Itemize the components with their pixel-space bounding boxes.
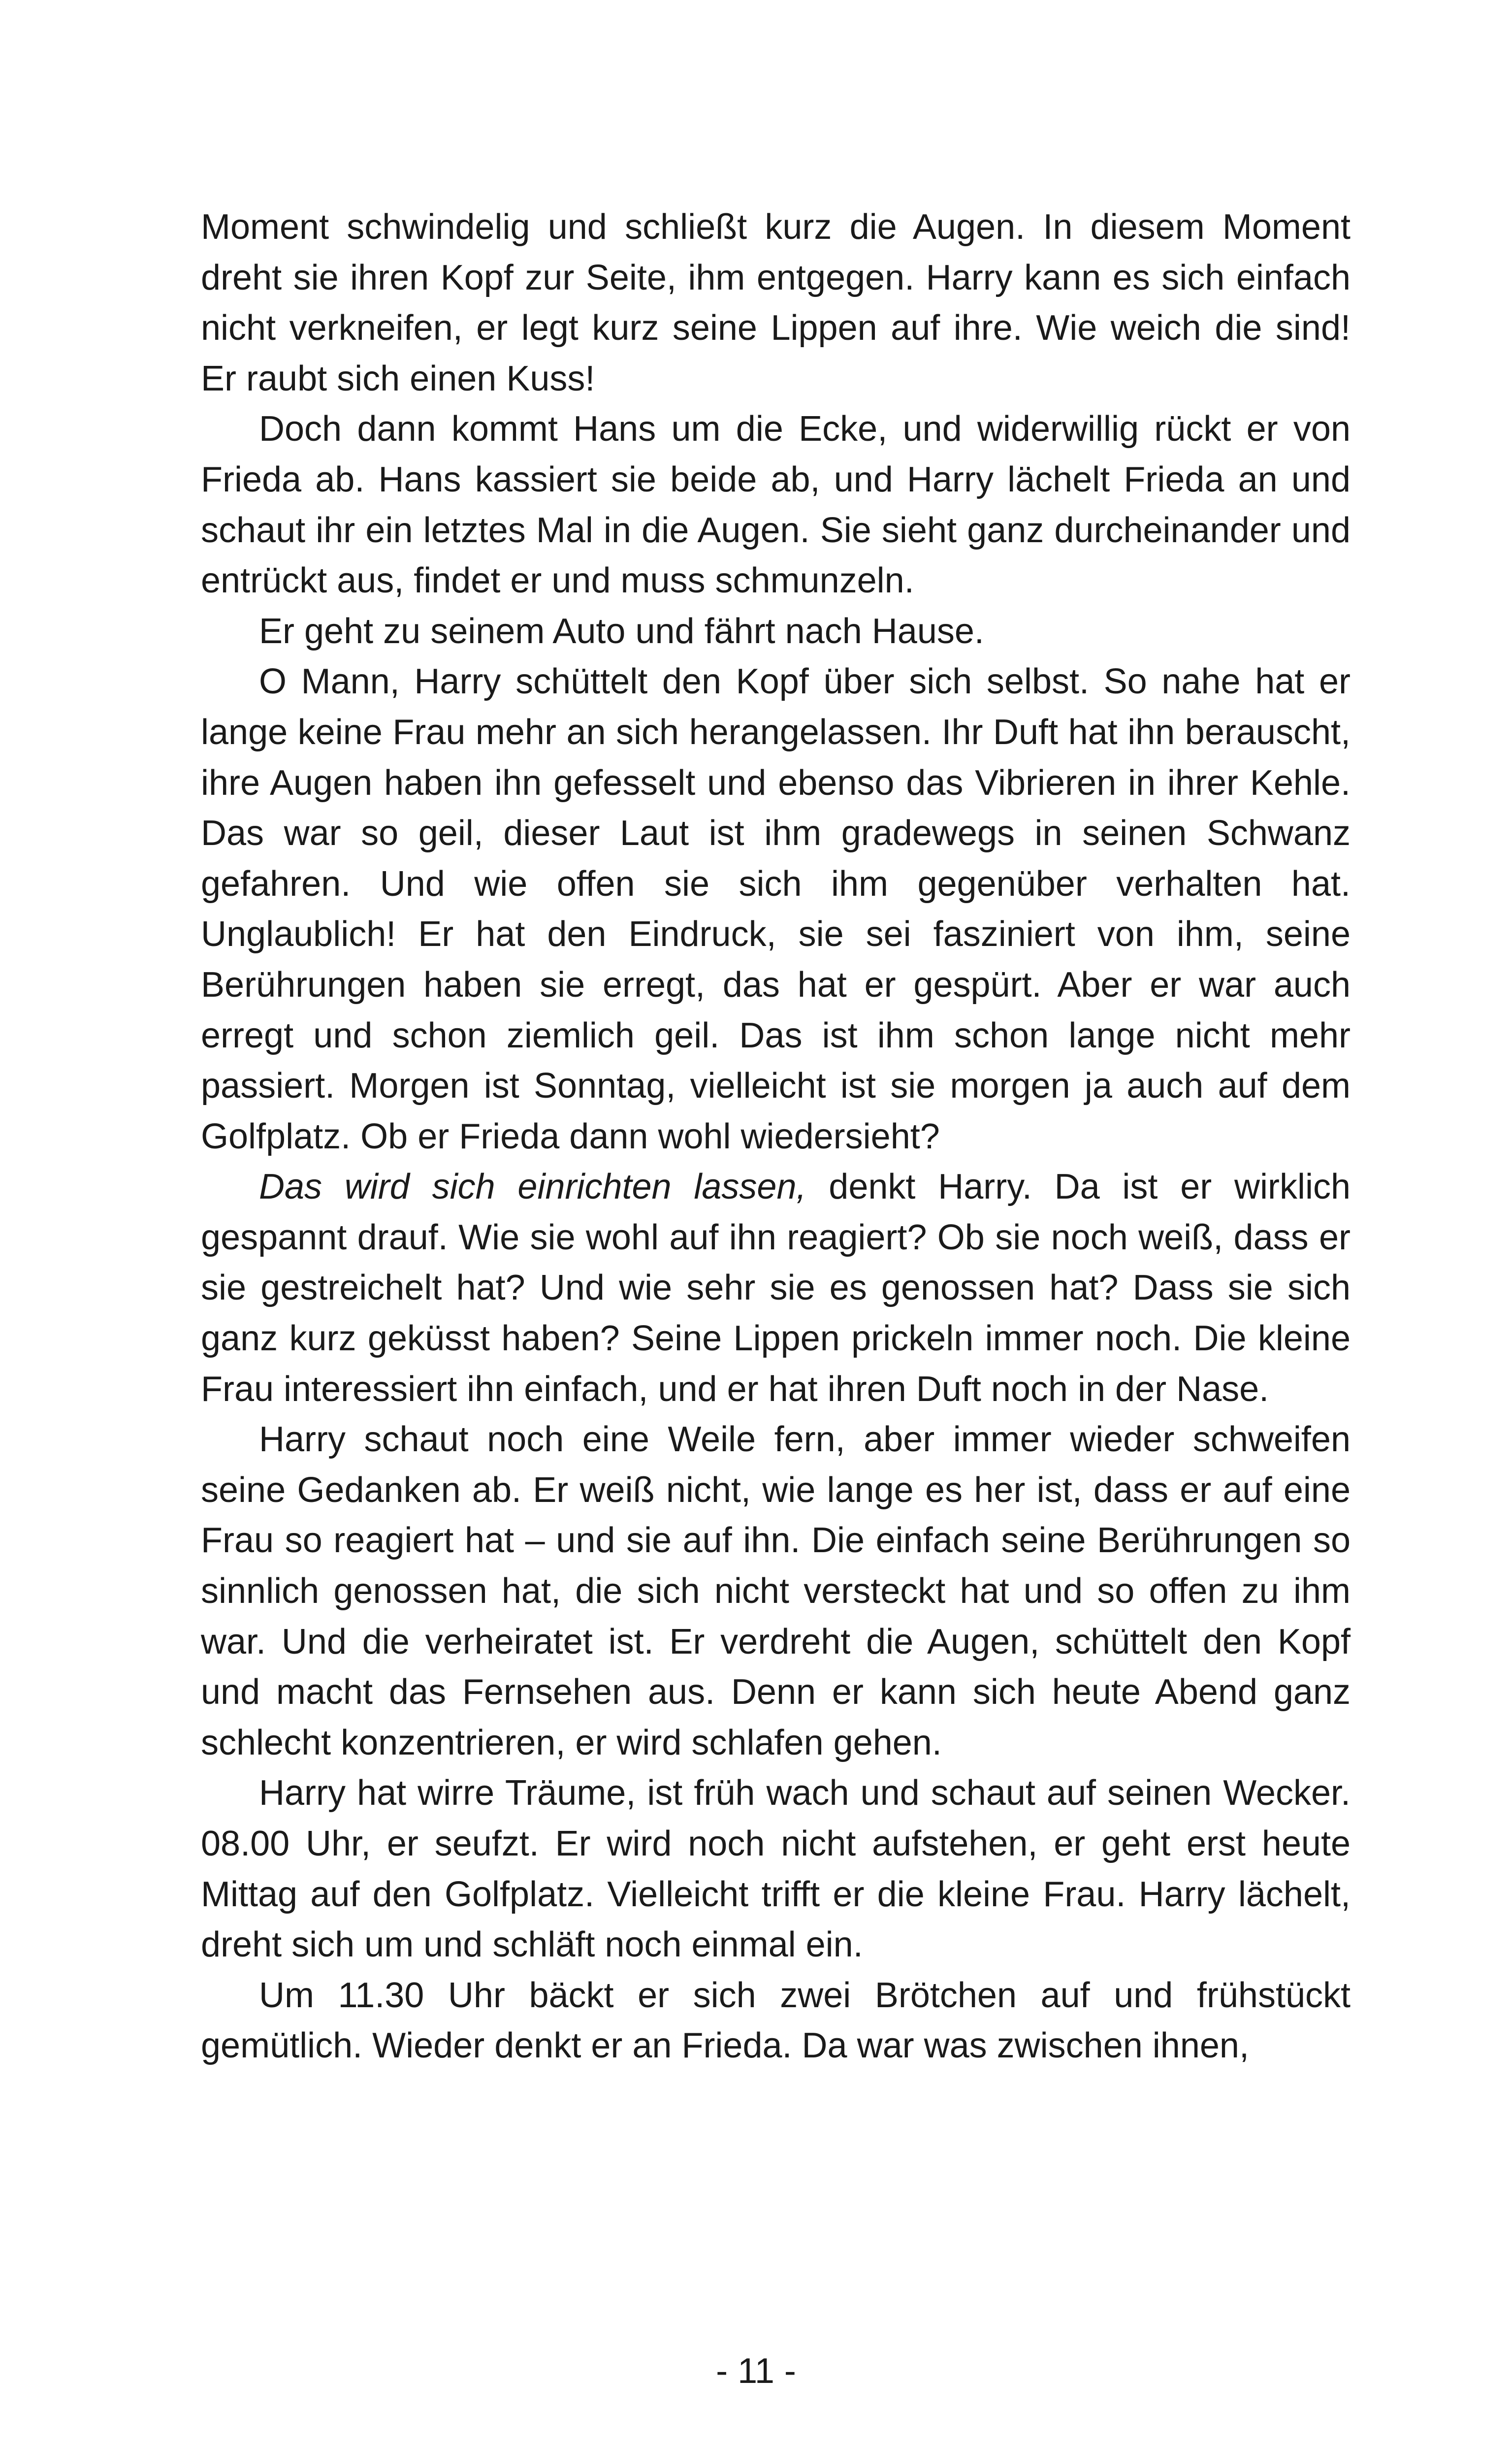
paragraph-2-text: Doch dann kommt Hans um die Ecke, und widerwillig rückt er von Frieda ab. Hans kassiert sie beide ab, und Harry lächelt Frieda an und schaut ihr ein letztes Mal in die Augen. Sie sieht ganz durcheinander und entrückt aus, findet er und muss schmunzeln. xyxy=(201,409,1351,601)
paragraph-7 xyxy=(201,1768,1351,1970)
paragraph-6 xyxy=(201,1414,1351,1768)
paragraph-5-text: denkt Harry. Da ist er wirklich gespannt drauf. Wie sie wohl auf ihn reagiert? Ob sie noch weiß, dass er sie gestreichelt hat? Und wie sehr sie es genossen hat? Dass sie sich ganz kurz geküsst haben? Seine Lippen prickeln immer noch. Die kleine Frau interessiert ihn einfach, und er hat ihren Duft noch in der Nase. xyxy=(201,1167,1351,1409)
page-number: - 11 - xyxy=(716,2351,796,2391)
paragraph-3 xyxy=(201,606,1351,657)
paragraph-1 xyxy=(201,202,1351,404)
paragraph-6-text: Harry schaut noch eine Weile fern, aber immer wieder schweifen seine Gedanken ab. Er weiß nicht, wie lange es her ist, dass er auf eine Frau so reagiert hat – und sie auf ihn. Die einfach seine Berührungen so sinnlich genossen hat, die sich nicht versteckt hat und so offen zu ihm war. Und die verheiratet ist. Er verdreht die Augen, schüttelt den Kopf und macht das Fernsehen aus. Denn er kann sich heute Abend ganz schlecht konzentrieren, er wird schlafen gehen. xyxy=(201,1420,1351,1762)
paragraph-8 xyxy=(201,1970,1351,2071)
paragraph-4-text: O Mann, Harry schüttelt den Kopf über sich selbst. So nahe hat er lange keine Frau mehr an sich herangelassen. Ihr Duft hat ihn berauscht, ihre Augen haben ihn gefesselt und ebenso das Vibrieren in ihrer Kehle. Das war so geil, dieser Laut ist ihm gradewegs in seinen Schwanz gefahren. Und wie offen sie sich ihm gegenüber verhalten hat. Unglaublich! Er hat den Eindruck, sie sei fasziniert von ihm, seine Berührungen haben sie erregt, das hat er gespürt. Aber er war auch erregt und schon ziemlich geil. Das ist ihm schon lange nicht mehr passiert. Morgen ist Sonntag, vielleicht ist sie morgen ja auch auf dem Golfplatz. Ob er Frieda dann wohl wiedersieht? xyxy=(201,662,1351,1156)
body-text xyxy=(201,202,1351,2071)
paragraph-5 xyxy=(201,1162,1351,1414)
paragraph-2 xyxy=(201,404,1351,606)
paragraph-8-text: Um 11.30 Uhr bäckt er sich zwei Brötchen auf und frühstückt gemütlich. Wieder denkt er an Frieda. Da war was zwischen ihnen, xyxy=(201,1975,1351,2066)
paragraph-1-text: Moment schwindelig und schließt kurz die Augen. In diesem Moment dreht sie ihren Kopf zur Seite, ihm entgegen. Harry kann es sich einfach nicht verkneifen, er legt kurz seine Lippen auf ihre. Wie weich die sind! Er raubt sich einen Kuss! xyxy=(201,207,1351,398)
paragraph-7-text: Harry hat wirre Träume, ist früh wach und schaut auf seinen Wecker. 08.00 Uhr, er seufzt. Er wird noch nicht aufstehen, er geht erst heute Mittag auf den Golfplatz. Vielleicht trifft er die kleine Frau. Harry lächelt, dreht sich um und schläft noch einmal ein. xyxy=(201,1773,1351,1965)
paragraph-5-italic-lead: Das wird sich einrichten lassen, xyxy=(259,1167,806,1207)
paragraph-3-text: Er geht zu seinem Auto und fährt nach Hause. xyxy=(259,611,984,651)
paragraph-4 xyxy=(201,656,1351,1162)
